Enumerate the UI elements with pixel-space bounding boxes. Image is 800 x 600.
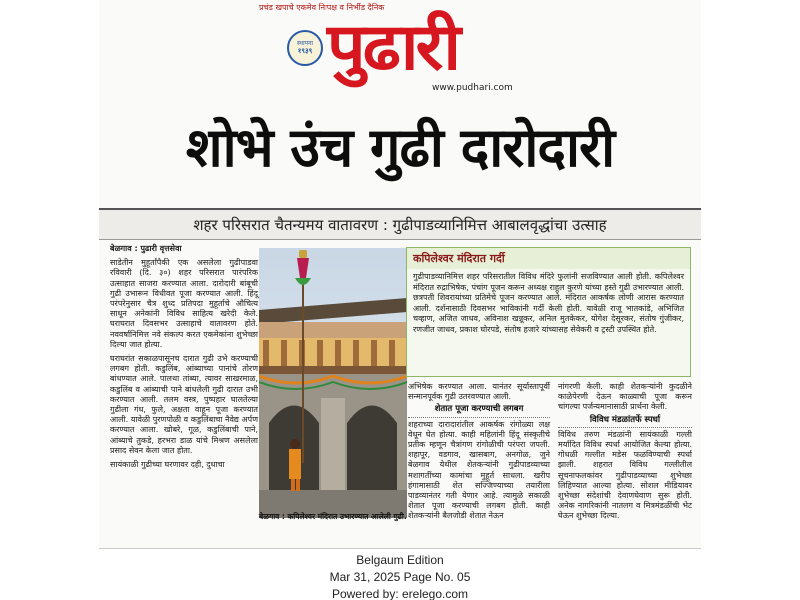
divider [558, 427, 692, 428]
date-page-label: Mar 31, 2025 Page No. 05 [329, 570, 471, 584]
main-headline: शोभे उंच गुढी दारोदारी [185, 116, 615, 179]
box-body: गुढीपाडव्यानिमित्त शहर परिसरातील विविध मंदिरे फुलांनी सजविण्यात आली होती. कपिलेश्वर मंदिरात रुद्राभिषेक, पंचांग पूजन करून अध्यक्ष राहुल कुरणे यांच्या हस्ते गुढी उभारण्यात आली. छत्रपती शिवरायांच्या प्रतिमेचे पूजन करण्यात आले. मंदिरात आकर्षक लोणी आरास करण्यात आली. दर्शनासाठी दिवसभर भाविकांनी गर्दी केली होती. यावेळी राजू भातकांडे, अभिजित चव्हाण, अजित जाधव, अविनाश खन्नूकर, अनिल मुतकेकर, योगेश देसूरकर, संतोष गुंजीकर, रणजीत जाधव, प्रकाश घोरपडे, संतोष हजारे यांच्यासह सेवेकरी व ट्रस्टी उपस्थित होते. [413, 272, 684, 334]
page-footer [99, 548, 701, 600]
temple-photo [259, 248, 407, 518]
founded-seal [287, 30, 323, 66]
article-paragraph: घराघरांत सकाळपासूनच दारात गुढी उभे करण्याची लगबग होती. कडुलिंब, आंब्याच्या पानांचे तोरण बांधण्यात आले. पालथा तांब्या, त्यावर साखरमाळ, कडुलिंब व आंब्याची पाने बांधलेली गुढी दारात उभी करण्यात आली. तलम वस्त्र, पुष्पहार घालतेल्या गुढीला गंध, फुले, अक्षता वाहून पूजा करण्यात आली. यावेळी पुरणपोळी व कडुलिंबाचा नैवेद्य अर्पण करण्यात आला. खोबरे, गूळ, कडुलिंबाची पाने, आंब्याचे तुकडे, हरभरा डाळ यांचे मिश्रण असलेला प्रसाद सेवन केला जात होता. [110, 354, 258, 455]
masthead-logo: पुढारी [327, 10, 458, 86]
powered-by-link[interactable]: Powered by: erelego.com [331, 587, 469, 600]
article-paragraph: विविध तरुण मंडळांनी सायंकाळी गल्ली मर्यादित विविध स्पर्धा आयोजित केल्या होत्या. गोधळी गल्लीत मडेस फळविण्याची स्पर्धा झाली. शहरात विविध गल्लीतील सूचनाफलकांवर गुढीपाडव्याच्या शुभेच्छा लिहिण्यात आल्या होत्या. सोशल मीडियावर शुभेच्छा संदेशांची देवाणघेवाण सुरू होती. अनेक नागरिकांनी नातलग व मित्रमंडळींची भेट घेऊन शुभेच्छा दिल्या. [558, 429, 692, 521]
article-paragraph: अभिषेक करण्यात आला. यानंतर सूर्यास्तापूर्वी सन्मानपूर्वक गुढी उतरवण्यात आली. [408, 382, 550, 402]
divider [408, 417, 550, 418]
newspaper-page [99, 0, 701, 600]
seal-label: स्थापना [297, 40, 313, 47]
article-paragraph: नांगरणी केली. काही शेतकऱ्यांनी कुदळीने काळेपेरणी देऊन काळ्याची पूजा करून चांगल्या पर्जन्यमानासाठी प्रार्थना केली. [558, 382, 692, 412]
article-column-4 [558, 382, 692, 522]
article-paragraph: साडेतीन मुहूर्तांपैकी एक असलेला गुढीपाडवा रविवारी (दि. ३०) शहर परिसरात पारंपरिक उत्साहात साजरा करण्यात आला. दारोदारी बांबूची गुढी उभारून विधीवत पूजा करण्यात आली. हिंदू परंपरेनुसार चैत्र शुध्द प्रतिपदा मुहूर्ताचे औचित्य साधून अनेकांनी विविध साहित्य खरेदी केले. घराघरात दिवसभर उत्साहाचे वातावरण होते. नववर्षानिमित्त नवे संकल्प करत एकमेकांना शुभेच्छा दिल्या जात होत्या. [110, 258, 258, 349]
article-paragraph: शहराच्या दारादारांतील आकर्षक रांगोळ्या लक्ष वेधून घेत होत्या. काही महिलांनी हिंदू संस्कृतीचे प्रतीक म्हणून चैत्रांगण रांगोळीची परंपरा जपली. शहापूर, वडगाव, खासबाग, अनगोळ, जुने बेळगाव येथील शेतकऱ्यांनी गुढीपाडव्याच्या मशागतींच्या कामांचा मुहूर्त साधला. खरीप हंगामासाठी शेत सज्जिण्याच्या तयारीला पाडव्यानंतर गती येणार आहे. त्यामुळे सकाळी शेतात पूजा करण्याची लगबग होती. काही शेतकऱ्यांनी बैलजोडी शेतात नेऊन [408, 419, 550, 521]
sub-headline: शहर परिसरात चैतन्यमय वातावरण : गुढीपाडव्यानिमित्त आबालवृद्धांचा उत्साह [99, 208, 701, 240]
section-subheading: विविध मंडळांतर्फे स्पर्धा [589, 414, 661, 425]
article-column-3 [408, 382, 550, 522]
temple-crowd-box [406, 247, 691, 377]
website-link[interactable]: www.pudhari.com [432, 83, 513, 93]
photo-caption: बेळगाव : कपिलेश्वर मंदिरात उभारण्यात आलेली गुढी. [259, 512, 407, 521]
article-column-1 [110, 244, 258, 474]
masthead-tagline: प्रचंड खपाचे एकमेव निःपक्ष व निर्भीड दैनिक [259, 3, 385, 12]
section-subheading: शेतात पूजा करण्याची लगबग [434, 404, 524, 415]
article-paragraph: सायंकाळी गुढीच्या घरणावर दही, दुधाचा [110, 460, 225, 470]
article-byline: बेळगाव : पुढारी वृत्तसेवा [110, 244, 182, 253]
edition-label: Belgaum Edition [356, 553, 444, 567]
box-title: कपिलेश्वर मंदिरात गर्दी [407, 248, 690, 269]
seal-year: १९३९ [297, 47, 313, 55]
